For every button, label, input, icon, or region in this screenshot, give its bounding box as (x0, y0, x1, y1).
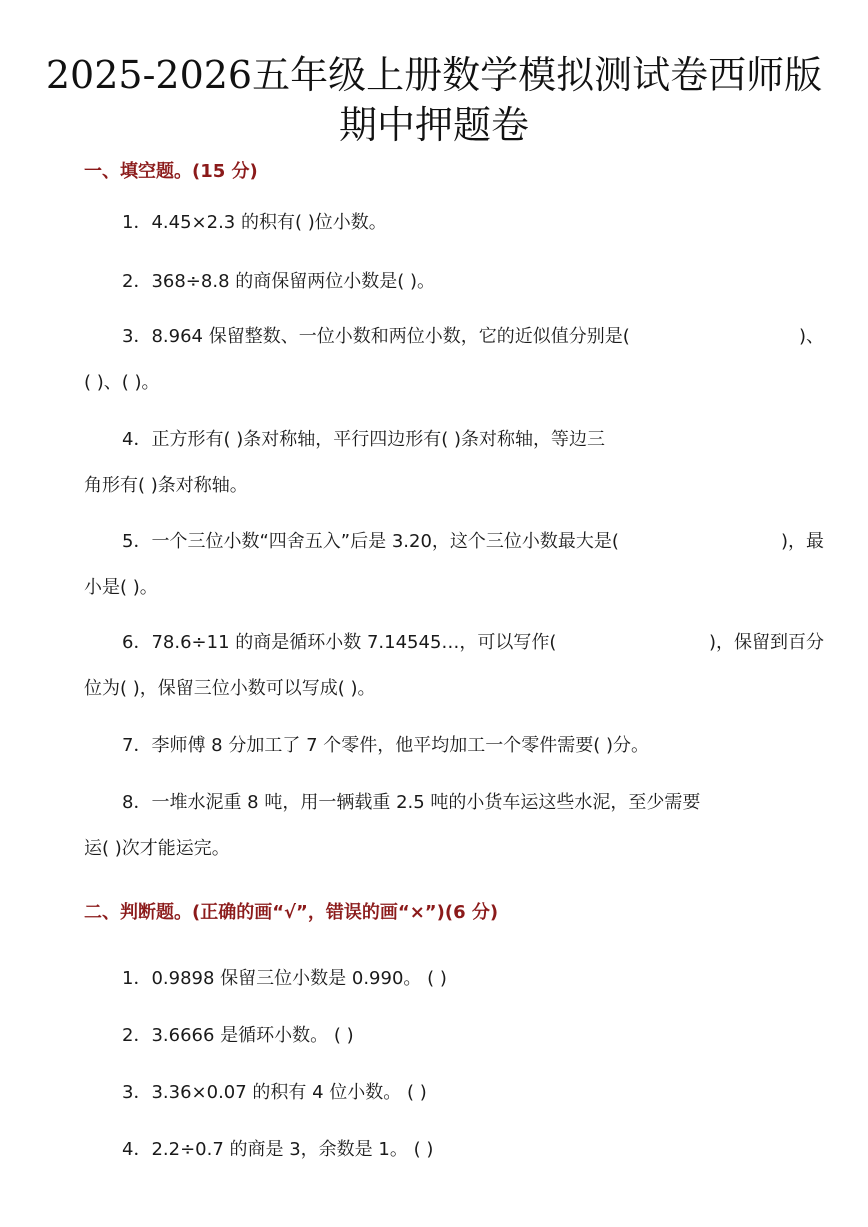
question-text: 2．368÷8.8 的商保留两位小数是( )。 (122, 271, 436, 292)
question-line (84, 322, 824, 348)
question-text: 1．4.45×2.3 的积有( )位小数。 (122, 212, 387, 233)
question-text: 4．正方形有( )条对称轴，平行四边形有( )条对称轴，等边三 (122, 429, 605, 450)
question-text: 3．3.36×0.07 的积有 4 位小数。 ( ) (122, 1082, 427, 1103)
section-heading-true-false: 二、判断题。(正确的画“√”，错误的画“×”)(6 分) (84, 902, 499, 923)
question-line (84, 527, 824, 553)
page-title-line-1: 2025-2026五年级上册数学模拟测试卷西师版 (45, 53, 823, 97)
question-text: ( )、( )。 (84, 372, 160, 393)
question-text: 位为( )，保留三位小数可以写成( )。 (84, 678, 376, 699)
question-text: 2．3.6666 是循环小数。 ( ) (122, 1025, 354, 1046)
question-text: 3．8.964 保留整数、一位小数和两位小数，它的近似值分别是( (122, 326, 630, 347)
question-line (84, 628, 824, 654)
question-text: 小是( )。 (84, 577, 158, 598)
question-text: 5．一个三位小数“四舍五入”后是 3.20，这个三位小数最大是( (122, 531, 619, 552)
question-text: )，最 (780, 531, 824, 552)
question-text: 8．一堆水泥重 8 吨，用一辆载重 2.5 吨的小货车运这些水泥，至少需要 (122, 792, 701, 813)
question-text: 运( )次才能运完。 (84, 838, 230, 859)
question-text: 7．李师傅 8 分加工了 7 个零件，他平均加工一个零件需要( )分。 (122, 735, 650, 756)
question-text: 4．2.2÷0.7 的商是 3，余数是 1。 ( ) (122, 1139, 434, 1160)
question-text: )、 (798, 326, 824, 347)
question-text: 6．78.6÷11 的商是循环小数 7.14545…，可以写作( (122, 632, 557, 653)
question-text: 1．0.9898 保留三位小数是 0.990。 ( ) (122, 968, 447, 989)
question-text: 角形有( )条对称轴。 (84, 475, 248, 496)
section-heading-fill-in-blank: 一、填空题。(15 分) (84, 161, 258, 182)
page-title-line-2: 期中押题卷 (338, 103, 529, 147)
question-text: )，保留到百分 (708, 632, 824, 653)
